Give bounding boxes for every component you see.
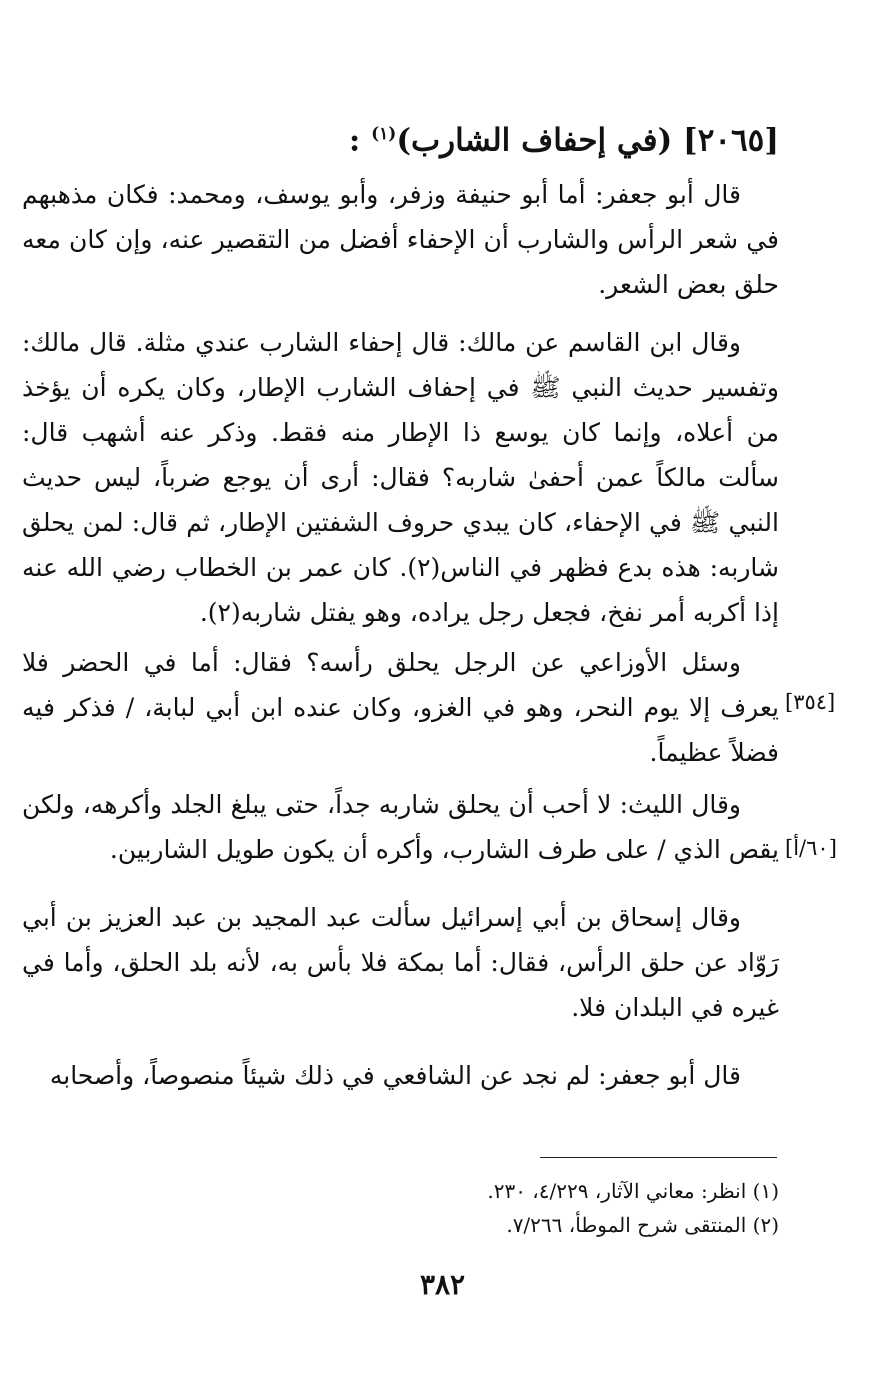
paragraph-3 xyxy=(22,640,779,775)
section-title: (في إحفاف الشارب) xyxy=(396,122,673,159)
footnote-divider xyxy=(540,1157,777,1158)
section-heading xyxy=(22,112,779,162)
paragraph-text: وقال ابن القاسم عن مالك: قال إحفاء الشارب عندي مثلة. قال مالك: وتفسير حديث النبي ﷺ في إحفاف الشارب الإطار، وكان يكره أن يؤخذ من أعلاه، وإنما كان يوسع ذا الإطار منه فقط. وذكر عنه أشهب قال: سألت مالكاً عمن أحفىٰ شاربه؟ فقال: أرى أن يوجع ضرباً، ليس حديث النبي ﷺ في الإحفاء، كان يبدي حروف الشفتين الإطار، ثم قال: لمن يحلق شاربه: هذه بدع فظهر في الناس(٢). كان عمر بن الخطاب رضي الله عنه إذا أكربه أمر نفخ، فجعل رجل يراده، وهو يفتل شاربه(٢). xyxy=(22,328,779,627)
paragraph-text: وقال الليث: لا أحب أن يحلق شاربه جداً، حتى يبلغ الجلد وأكرهه، ولكن يقص الذي / على طرف الشارب، وأكره أن يكون طويل الشاربين. xyxy=(22,790,779,864)
heading-colon: : xyxy=(348,122,361,159)
paragraph-2 xyxy=(22,320,779,635)
paragraph-6 xyxy=(22,1053,779,1098)
paragraph-5 xyxy=(22,895,779,1030)
paragraph-text: وسئل الأوزاعي عن الرجل يحلق رأسه؟ فقال: أما في الحضر فلا يعرف إلا يوم النحر، وهو في الغزو، وكان عنده ابن أبي لبابة، / فذكر فيه فضلاً عظيماً. xyxy=(22,648,779,767)
section-number: [٢٠٦٥] xyxy=(683,122,779,159)
paragraph-text: وقال إسحاق بن أبي إسرائيل سألت عبد المجيد بن عبد العزيز بن أبي رَوّاد عن حلق الرأس، فقال: أما بمكة فلا بأس به، لأنه بلد الحلق، وأما في غيره في البلدان فلا. xyxy=(22,903,779,1022)
margin-reference: [٦٠/أ] xyxy=(785,836,837,860)
margin-reference: [٣٥٤] xyxy=(785,690,836,714)
paragraph-1 xyxy=(22,172,779,307)
page-number: ٣٨٢ xyxy=(419,1268,466,1301)
paragraph-text: قال أبو جعفر: لم نجد عن الشافعي في ذلك شيئاً منصوصاً، وأصحابه xyxy=(49,1061,741,1090)
footnote-2: (٢) المنتقى شرح الموطأ، ٧/٢٦٦. xyxy=(506,1213,779,1237)
paragraph-text: قال أبو جعفر: أما أبو حنيفة وزفر، وأبو يوسف، ومحمد: فكان مذهبهم في شعر الرأس والشارب أن الإحفاء أفضل من التقصير عنه، وإن كان معه حلق بعض الشعر. xyxy=(22,180,779,299)
footnote-ref: (١) xyxy=(371,124,397,144)
footnote-1: (١) انظر: معاني الآثار، ٤/٢٢٩، ٢٣٠. xyxy=(487,1179,779,1203)
paragraph-4 xyxy=(22,782,779,872)
